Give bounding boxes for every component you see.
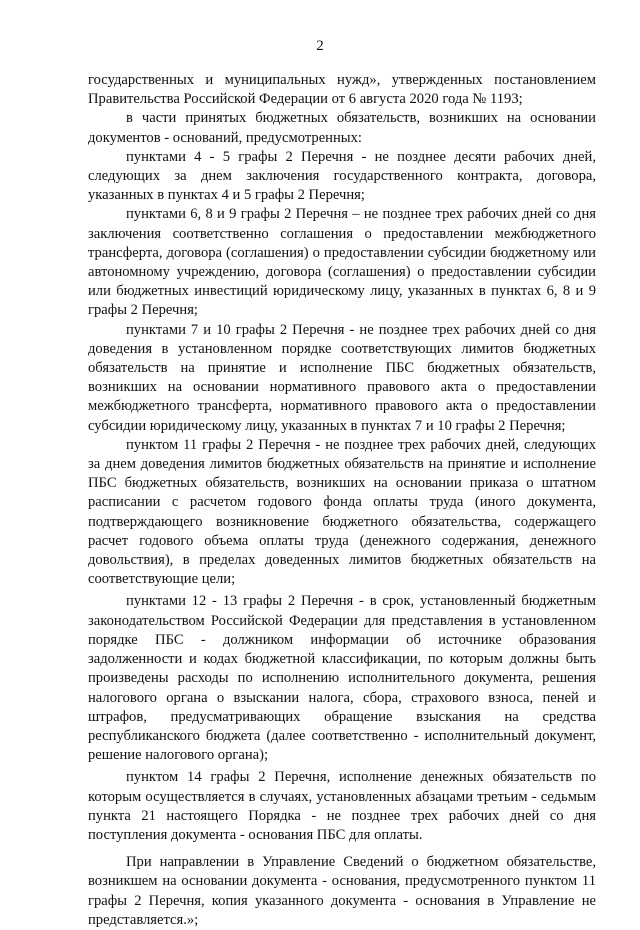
- paragraph-items-12-13: пунктами 12 - 13 графы 2 Перечня - в срок, установленный бюджетным законодательством Российской Федерации для представления в установленном порядке ПБС - должником информации об источнике образования задолженности и кодах бюджетной классификации, по которым должны быть произведены расходы по исполнению исполнительного документа, решения налогового органа о взыскании налога, сбора, страхового взноса, пеней и штрафов, предусматривающих обращение взыскания на средства республиканского бюджета (далее соответственно - исполнительный документ, решение налогового органа);: [88, 593, 596, 764]
- page-number: 2: [316, 38, 324, 54]
- paragraph-items-4-5: пунктами 4 - 5 графы 2 Перечня - не позднее десяти рабочих дней, следующих за днем заключения государственного контракта, договора, указанных в пунктах 4 и 5 графы 2 Перечня;: [88, 148, 596, 204]
- paragraph-submission-note: При направлении в Управление Сведений о бюджетном обязательстве, возникшем на основании документа - основания, предусмотренного пунктом 11 графы 2 Перечня, копия указанного документа - основания в Управление не представляется.»;: [88, 854, 596, 928]
- paragraph-items-7-10: пунктами 7 и 10 графы 2 Перечня - не позднее трех рабочих дней со дня доведения в установленном порядке соответствующих лимитов бюджетных обязательств на принятие и исполнение ПБС бюджетных обязательств, возникших на основании нормативного правового акта о предоставлении межбюджетного трансферта, нормативного правового акта о предоставлении субсидии юридическому лицу, указанных в пунктах 7 и 10 графы 2 Перечня;: [88, 321, 596, 434]
- document-body: [88, 71, 596, 930]
- paragraph-continuation: государственных и муниципальных нужд», утвержденных постановлением Правительства Российской Федерации от 6 августа 2020 года № 1193;: [88, 72, 596, 108]
- paragraph-item-11: пунктом 11 графы 2 Перечня - не позднее трех рабочих дней, следующих за днем доведения лимитов бюджетных обязательств на принятие и исполнение ПБС бюджетных обязательств, возникших на основании приказа о штатном расписании с расчетом годового фонда оплаты труда (иного документа, подтверждающего возникновение бюджетного обязательства, содержащего расчет годового объема оплаты труда (денежного содержания, денежного довольствия), в пределах доведенных лимитов бюджетных обязательств на соответствующие цели;: [88, 436, 596, 588]
- paragraph-items-6-8-9: пунктами 6, 8 и 9 графы 2 Перечня – не позднее трех рабочих дней со дня заключения соответственно соглашения о предоставлении межбюджетного трансферта, договора (соглашения) о предоставлении субсидии бюджетному или автономному учреждению, договора (соглашения) о предоставлении субсидии или бюджетных инвестиций юридическому лицу, указанных в пунктах 6, 8 и 9 графы 2 Перечня;: [88, 206, 596, 319]
- paragraph-budget-obligations: в части принятых бюджетных обязательств, возникших на основании документов - оснований, предусмотренных:: [88, 110, 596, 146]
- paragraph-item-14: пунктом 14 графы 2 Перечня, исполнение денежных обязательств по которым осуществляется в случаях, установленных абзацами третьим - седьмым пункта 21 настоящего Порядка - не позднее трех рабочих дней со дня поступления документа - основания ПБС для оплаты.: [88, 769, 596, 843]
